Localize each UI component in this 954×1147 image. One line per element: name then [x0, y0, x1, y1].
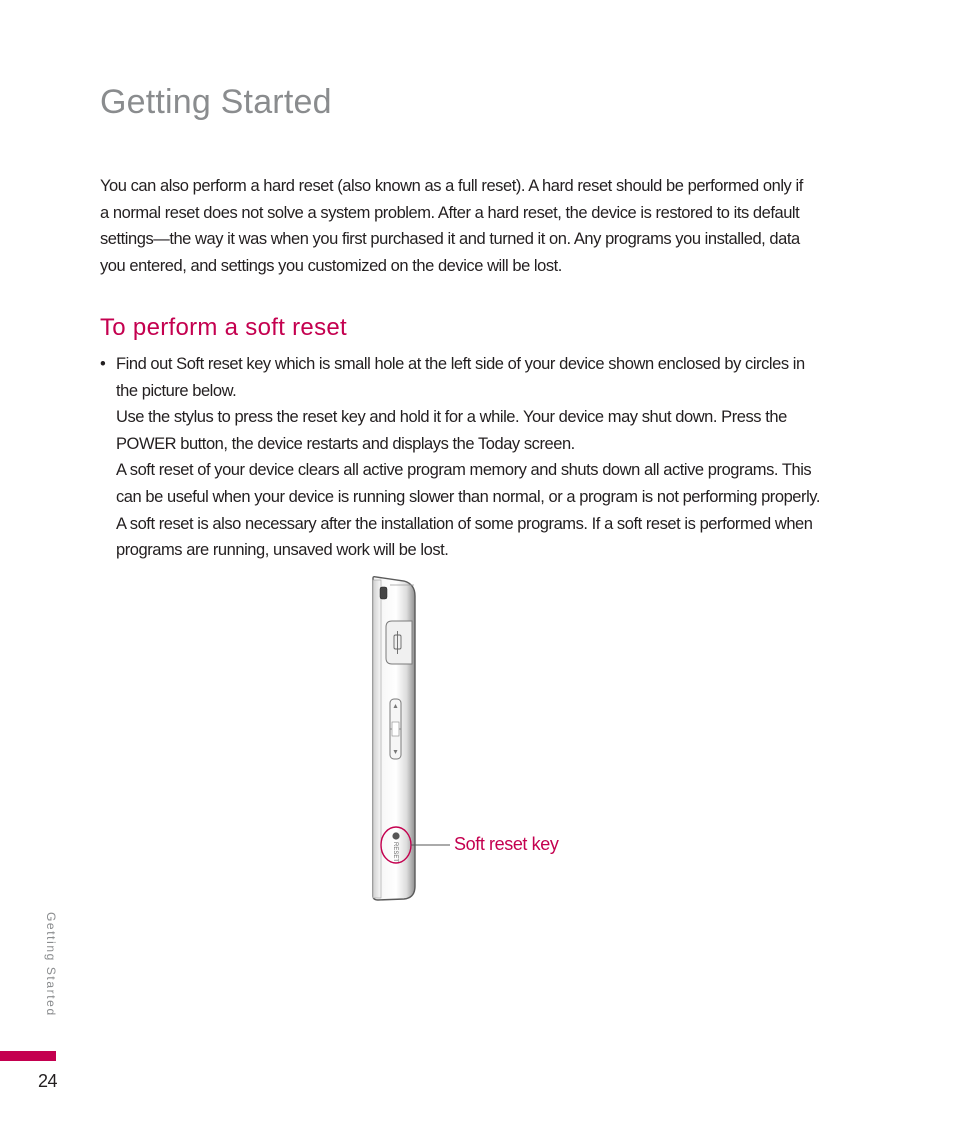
bullet-line: Find out Soft reset key which is small hole at the left side of your device shown enclosed by circles in — [116, 355, 805, 373]
bullet-line: A soft reset is also necessary after the installation of some programs. If a soft reset is performed when — [116, 514, 813, 533]
bullet-line: Use the stylus to press the reset key and hold it for a while. Your device may shut down. Press the — [116, 408, 787, 427]
bullet-line: can be useful when your device is running slower than normal, or a program is not performing properly. — [116, 487, 821, 506]
bullet-line: POWER button, the device restarts and displays the Today screen. — [116, 434, 575, 453]
reset-hole — [392, 832, 399, 839]
volume-rocker-center — [392, 722, 399, 736]
side-section-label: Getting Started — [44, 912, 58, 1017]
intro-line: You can also perform a hard reset (also known as a full reset). A hard reset should be performed only if — [100, 177, 803, 195]
soft-reset-key-label: Soft reset key — [454, 834, 559, 854]
reset-label-text: RESET — [392, 842, 398, 863]
page-title: Getting Started — [100, 83, 332, 121]
bullet-line: programs are running, unsaved work will be lost. — [116, 541, 449, 560]
bullet-line: the picture below. — [116, 381, 237, 400]
device-left-edge — [373, 580, 381, 898]
soft-reset-bullet — [100, 351, 880, 564]
intro-paragraph — [100, 173, 860, 280]
intro-line: a normal reset does not solve a system problem. After a hard reset, the device is restored to its default — [100, 203, 800, 222]
bullet-dot: • — [100, 355, 106, 373]
intro-line: you entered, and settings you customized on the device will be lost. — [100, 257, 562, 276]
page-number: 24 — [38, 1071, 58, 1091]
bullet-line: A soft reset of your device clears all active program memory and shuts down all active programs. This — [116, 461, 812, 480]
intro-line: settings—the way it was when you first purchased it and turned it on. Any programs you installed, data — [100, 230, 800, 249]
usb-port — [386, 621, 412, 664]
section-heading: To perform a soft reset — [100, 314, 347, 341]
top-slot — [380, 587, 387, 599]
page-number-bar — [0, 1051, 56, 1061]
